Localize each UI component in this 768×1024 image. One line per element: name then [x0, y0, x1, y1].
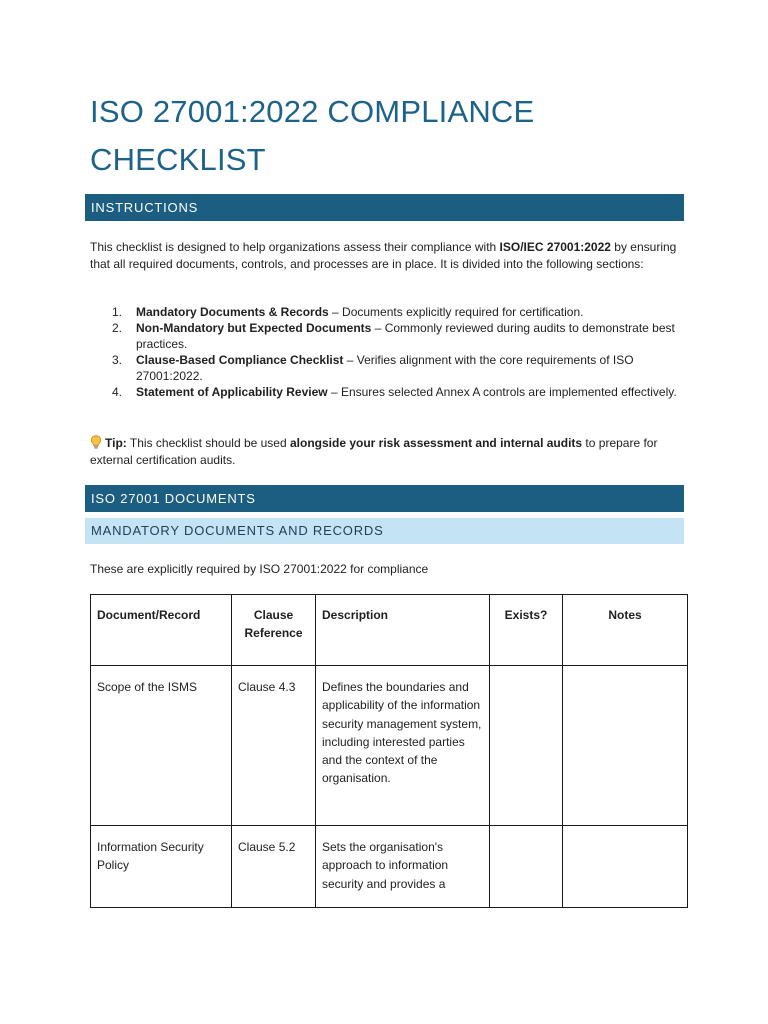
- intro-text-start: This checklist is designed to help organizations assess their compliance with: [90, 240, 500, 254]
- tip-label: Tip:: [105, 436, 127, 450]
- intro-standard: ISO/IEC 27001:2022: [499, 240, 611, 254]
- list-item: 2. Non-Mandatory but Expected Documents – Commonly reviewed during audits to demonstrate best practices.: [112, 321, 675, 351]
- list-item: 1. Mandatory Documents & Records – Documents explicitly required for certification.: [112, 305, 584, 319]
- column-header: Clause Reference: [232, 595, 316, 666]
- column-header: Notes: [563, 595, 688, 666]
- column-header: Document/Record: [91, 595, 232, 666]
- table-cell: Clause 4.3: [232, 666, 316, 826]
- column-header: Exists?: [490, 595, 563, 666]
- table-cell: Scope of the ISMS: [91, 666, 232, 826]
- subsection-header-mandatory: MANDATORY DOCUMENTS AND RECORDS: [85, 518, 684, 544]
- tip-paragraph: Tip: This checklist should be used alongside your risk assessment and internal audits to prepare for external certification audits.: [90, 436, 658, 467]
- list-item: 4. Statement of Applicability Review – Ensures selected Annex A controls are implemented effectively.: [112, 385, 677, 399]
- documents-table: [90, 594, 688, 908]
- column-header: Description: [316, 595, 490, 666]
- table-cell: Information Security Policy: [91, 826, 232, 908]
- intro-text-end: by ensuring that all required documents, controls, and processes are in place. It is divided into the following sections:: [90, 240, 677, 271]
- table-header-row: [91, 595, 688, 666]
- page-title: ISO 27001:2022 COMPLIANCE CHECKLIST: [90, 94, 535, 177]
- table-cell-exists[interactable]: [490, 666, 563, 826]
- list-item: 3. Clause-Based Compliance Checklist – Verifies alignment with the core requirements of ISO 27001:2022.: [112, 353, 634, 383]
- table-cell: Clause 5.2: [232, 826, 316, 908]
- mandatory-intro: These are explicitly required by ISO 27001:2022 for compliance: [90, 562, 429, 576]
- table-cell: Defines the boundaries and applicability of the information security management system, including interested parties and the context of the organisation.: [316, 666, 490, 826]
- table-row: [91, 666, 688, 826]
- table-cell-exists[interactable]: [490, 826, 563, 908]
- table-cell-notes[interactable]: [563, 666, 688, 826]
- section-header-instructions: INSTRUCTIONS: [85, 194, 684, 221]
- table-cell-notes[interactable]: [563, 826, 688, 908]
- section-header-documents: ISO 27001 DOCUMENTS: [85, 485, 684, 512]
- lightbulb-icon: [90, 435, 102, 449]
- table-cell: Sets the organisation's approach to information security and provides a: [316, 826, 490, 908]
- intro-paragraph: [90, 239, 680, 272]
- sections-list: [90, 304, 680, 400]
- table-row: [91, 826, 688, 908]
